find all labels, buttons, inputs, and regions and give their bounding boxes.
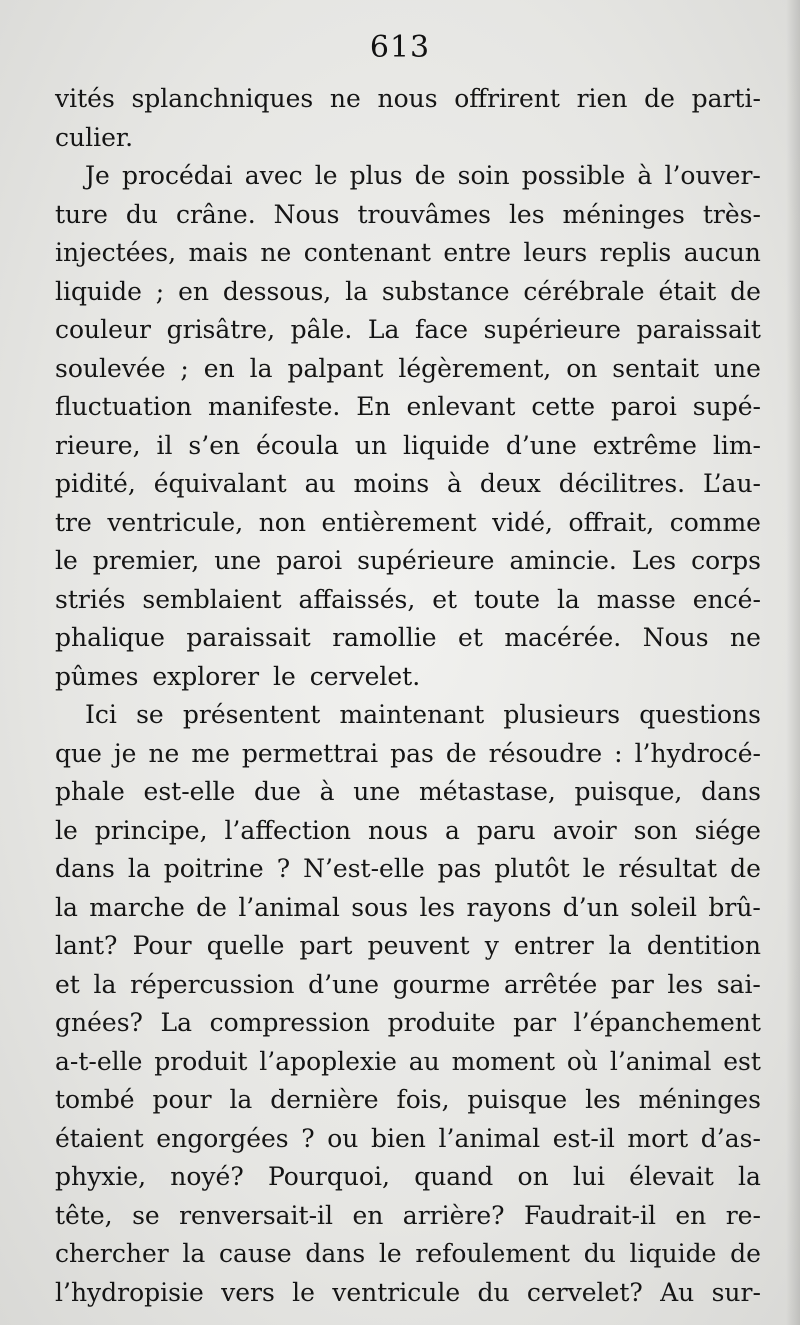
text-line: que je ne me permettrai pas de résoudre : l’hydrocé-: [55, 738, 761, 768]
text-line: phyxie, noyé? Pourquoi, quand on lui élevait la: [55, 1162, 761, 1191]
text-line: phalique paraissait ramollie et macérée. Nous ne: [55, 623, 761, 652]
page-edge-shadow: [786, 0, 800, 1325]
text-line: tombé pour la dernière fois, puisque les méninges: [55, 1085, 761, 1114]
text-line: couleur grisâtre, pâle. La face supérieure paraissait: [55, 315, 761, 344]
text-line: culier.: [55, 122, 134, 152]
text-line: a-t-elle produit l’apoplexie au moment où l’animal est: [55, 1046, 761, 1076]
text-line: et la répercussion d’une gourme arrêtée par les sai-: [55, 969, 761, 999]
text-line: vités splanchniques ne nous offrirent rien de parti-: [55, 84, 761, 113]
text-line: fluctuation manifeste. En enlevant cette paroi supé-: [55, 392, 761, 421]
text-line: la marche de l’animal sous les rayons d’un soleil brû-: [55, 892, 761, 922]
body-text: [55, 80, 761, 1312]
text-line: ture du crâne. Nous trouvâmes les méninges très-: [55, 199, 761, 229]
text-line: gnées? La compression produite par l’épanchement: [55, 1008, 761, 1037]
text-line: tre ventricule, non entièrement vidé, offrait, comme: [55, 507, 761, 537]
text-line: dans la poitrine ? N’est-elle pas plutôt le résultat de: [55, 854, 761, 883]
text-line: l’hydropisie vers le ventricule du cervelet? Au sur-: [55, 1277, 761, 1307]
text-line: soulevée ; en la palpant légèrement, on sentait une: [55, 353, 761, 383]
text-line: striés semblaient affaissés, et toute la masse encé-: [55, 584, 761, 614]
text-line: Je procédai avec le plus de soin possible à l’ouver-: [85, 161, 761, 190]
text-line: tête, se renversait-il en arrière? Faudrait-il en re-: [55, 1200, 761, 1230]
text-line: pûmes explorer le cervelet.: [55, 661, 421, 691]
text-line: étaient engorgées ? ou bien l’animal est-il mort d’as-: [55, 1123, 761, 1153]
text-line: chercher la cause dans le refoulement du liquide de: [55, 1239, 761, 1268]
text-line: lant? Pour quelle part peuvent y entrer la dentition: [55, 931, 761, 960]
page-number: 613: [369, 30, 431, 65]
text-line: le principe, l’affection nous a paru avoir son siége: [55, 815, 761, 845]
text-line: liquide ; en dessous, la substance cérébrale était de: [55, 276, 761, 306]
text-line: le premier, une paroi supérieure amincie. Les corps: [55, 546, 761, 575]
text-line: injectées, mais ne contenant entre leurs replis aucun: [55, 238, 761, 267]
text-line: pidité, équivalant au moins à deux décilitres. L’au-: [55, 469, 761, 498]
text-line: rieure, il s’en écoula un liquide d’une extrême lim-: [55, 430, 761, 460]
text-line: Ici se présentent maintenant plusieurs questions: [85, 700, 761, 729]
text-line: phale est-elle due à une métastase, puisque, dans: [55, 777, 761, 806]
